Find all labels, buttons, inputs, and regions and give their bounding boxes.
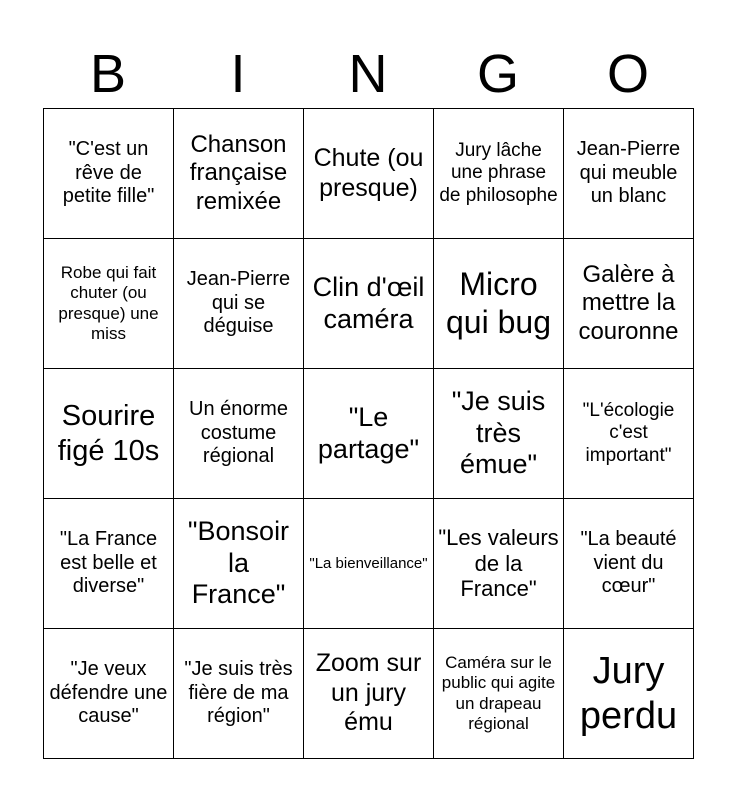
- bingo-cell[interactable]: [564, 629, 694, 759]
- bingo-cell[interactable]: [304, 239, 434, 369]
- cell-text: Jury lâche une phrase de philosophe: [439, 139, 558, 206]
- bingo-row: [44, 109, 694, 239]
- bingo-cell[interactable]: [564, 109, 694, 239]
- bingo-cell[interactable]: [174, 499, 304, 629]
- cell-text: "Je veux défendre une cause": [49, 658, 168, 728]
- bingo-row: [44, 629, 694, 759]
- cell-text: Zoom sur un jury ému: [315, 649, 422, 737]
- cell-text: Chute (ou presque): [313, 144, 424, 202]
- cell-text: Jean-Pierre qui se déguise: [186, 268, 291, 338]
- cell-text: Micro qui bug: [446, 265, 551, 340]
- bingo-cell[interactable]: [434, 109, 564, 239]
- header-letter-g: G: [476, 44, 519, 104]
- bingo-cell[interactable]: [44, 239, 174, 369]
- cell-text: "La bienveillance": [309, 554, 428, 572]
- cell-text: "L'écologie c'est important": [582, 399, 675, 466]
- bingo-cell[interactable]: [304, 369, 434, 499]
- cell-text: "Je suis très émue": [451, 385, 546, 480]
- header-letter-b: B: [89, 44, 127, 104]
- bingo-cell[interactable]: [174, 109, 304, 239]
- bingo-cell[interactable]: [434, 239, 564, 369]
- cell-text: Galère à mettre la couronne: [578, 261, 679, 345]
- header-letter-o: O: [606, 44, 649, 104]
- bingo-row: [44, 369, 694, 499]
- bingo-cell[interactable]: [304, 499, 434, 629]
- bingo-cell[interactable]: [44, 499, 174, 629]
- cell-text: "Bonsoir la France": [187, 515, 290, 610]
- bingo-grid: [43, 108, 694, 759]
- bingo-cell[interactable]: [434, 369, 564, 499]
- bingo-cell[interactable]: [564, 239, 694, 369]
- cell-text: "La France est belle et diverse": [59, 528, 158, 598]
- cell-text: Un énorme costume régional: [189, 398, 288, 468]
- cell-text: Caméra sur le public qui agite un drapeau régional: [441, 653, 556, 733]
- cell-text: Sourire figé 10s: [57, 400, 160, 467]
- cell-text: "Le partage": [317, 401, 420, 464]
- bingo-cell[interactable]: [434, 629, 564, 759]
- cell-text: "Les valeurs de la France": [438, 524, 559, 602]
- header-letter-i: I: [230, 44, 246, 104]
- cell-text: Robe qui fait chuter (ou presque) une miss: [58, 263, 159, 343]
- cell-text: "Je suis très fière de ma région": [184, 658, 293, 728]
- bingo-cell[interactable]: [44, 109, 174, 239]
- bingo-row: [44, 239, 694, 369]
- bingo-cell[interactable]: [434, 499, 564, 629]
- cell-text: Jury perdu: [579, 649, 678, 737]
- cell-text: "C'est un rêve de petite fille": [62, 138, 155, 208]
- header-letter-n: N: [348, 44, 388, 104]
- cell-text: Jean-Pierre qui meuble un blanc: [576, 138, 681, 208]
- bingo-cell[interactable]: [174, 369, 304, 499]
- bingo-cell[interactable]: [304, 629, 434, 759]
- bingo-cell[interactable]: [564, 369, 694, 499]
- bingo-cell[interactable]: [174, 239, 304, 369]
- bingo-cell[interactable]: [564, 499, 694, 629]
- cell-text: "La beauté vient du cœur": [580, 528, 677, 598]
- bingo-cell[interactable]: [174, 629, 304, 759]
- bingo-cell[interactable]: [44, 629, 174, 759]
- cell-text: Clin d'œil caméra: [312, 271, 425, 334]
- bingo-cell[interactable]: [304, 109, 434, 239]
- bingo-header: [43, 40, 693, 108]
- bingo-cell[interactable]: [44, 369, 174, 499]
- cell-text: Chanson française remixée: [189, 131, 288, 215]
- bingo-row: [44, 499, 694, 629]
